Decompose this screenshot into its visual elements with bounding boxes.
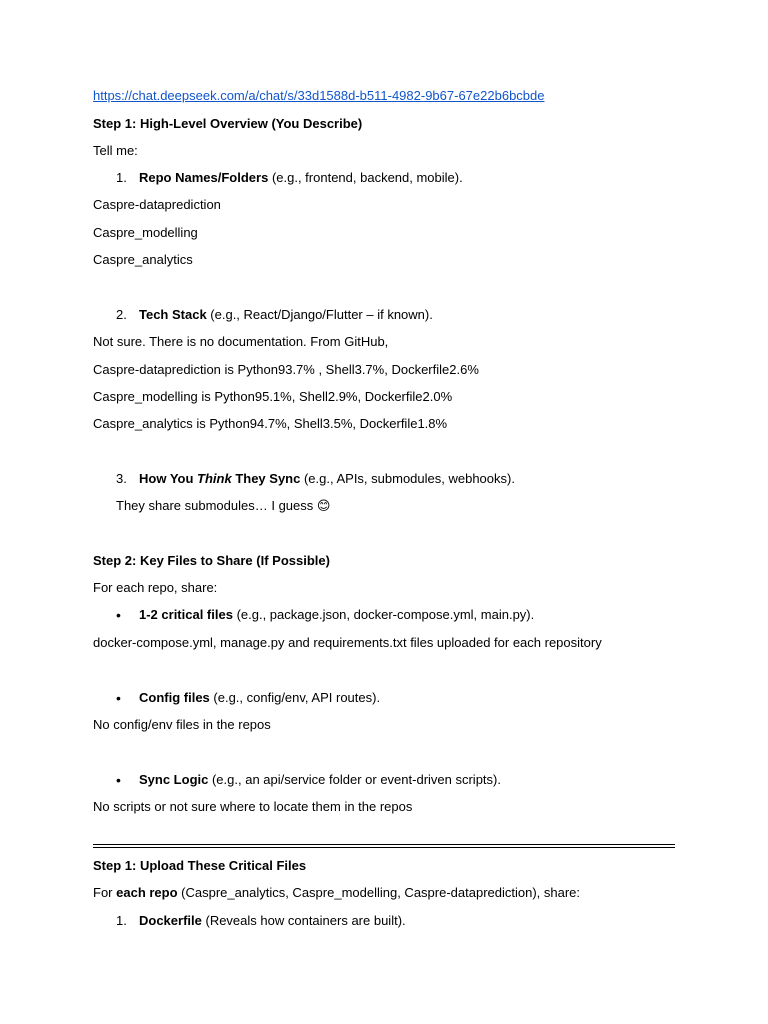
bullet-item-sync-logic: Sync Logic (e.g., an api/service folder or event-driven scripts). (139, 772, 501, 787)
critical-files-answer: docker-compose.yml, manage.py and requirements.txt files uploaded for each repository (93, 635, 602, 650)
list-number: 2. (116, 307, 127, 322)
tech-stack-line: Caspre_modelling is Python95.1%, Shell2.9%, Dockerfile2.0% (93, 389, 453, 404)
bullet: • (116, 690, 121, 706)
step2-heading: Step 2: Key Files to Share (If Possible) (93, 553, 330, 568)
bullet-item-critical-files: 1-2 critical files (e.g., package.json, docker-compose.yml, main.py). (139, 607, 535, 622)
list-item-repo-names: Repo Names/Folders (e.g., frontend, backend, mobile). (139, 170, 463, 185)
list-item-tech-stack: Tech Stack (e.g., React/Django/Flutter – if known). (139, 307, 433, 322)
tech-stack-note: Not sure. There is no documentation. From GitHub, (93, 334, 389, 349)
deepseek-chat-link[interactable]: https://chat.deepseek.com/a/chat/s/33d1588d-b511-4982-9b67-67e22b6bcbde (93, 88, 545, 103)
list-number: 3. (116, 471, 127, 486)
list-number: 1. (116, 170, 127, 185)
bullet-item-config-files: Config files (e.g., config/env, API routes). (139, 690, 381, 705)
divider (93, 847, 675, 848)
config-files-answer: No config/env files in the repos (93, 717, 271, 732)
list-item-sync: How You Think They Sync (e.g., APIs, submodules, webhooks). (139, 471, 515, 486)
repo-name: Caspre_modelling (93, 225, 198, 240)
repo-name: Caspre-dataprediction (93, 197, 221, 212)
bullet: • (116, 772, 121, 788)
step2-intro: For each repo, share: (93, 580, 218, 595)
bullet: • (116, 607, 121, 623)
step1-intro: Tell me: (93, 143, 138, 158)
divider (93, 844, 675, 845)
list-number: 1. (116, 913, 127, 928)
tech-stack-line: Caspre-dataprediction is Python93.7% , Shell3.7%, Dockerfile2.6% (93, 362, 479, 377)
repo-name: Caspre_analytics (93, 252, 193, 267)
upload-intro: For each repo (Caspre_analytics, Caspre_modelling, Caspre-dataprediction), share: (93, 885, 581, 900)
step1-heading: Step 1: High-Level Overview (You Describe) (93, 116, 363, 131)
list-item-dockerfile: Dockerfile (Reveals how containers are built). (139, 913, 406, 928)
sync-logic-answer: No scripts or not sure where to locate them in the repos (93, 799, 413, 814)
upload-heading: Step 1: Upload These Critical Files (93, 858, 307, 873)
tech-stack-line: Caspre_analytics is Python94.7%, Shell3.5%, Dockerfile1.8% (93, 416, 448, 431)
sync-answer: They share submodules… I guess 😊 (116, 498, 331, 513)
